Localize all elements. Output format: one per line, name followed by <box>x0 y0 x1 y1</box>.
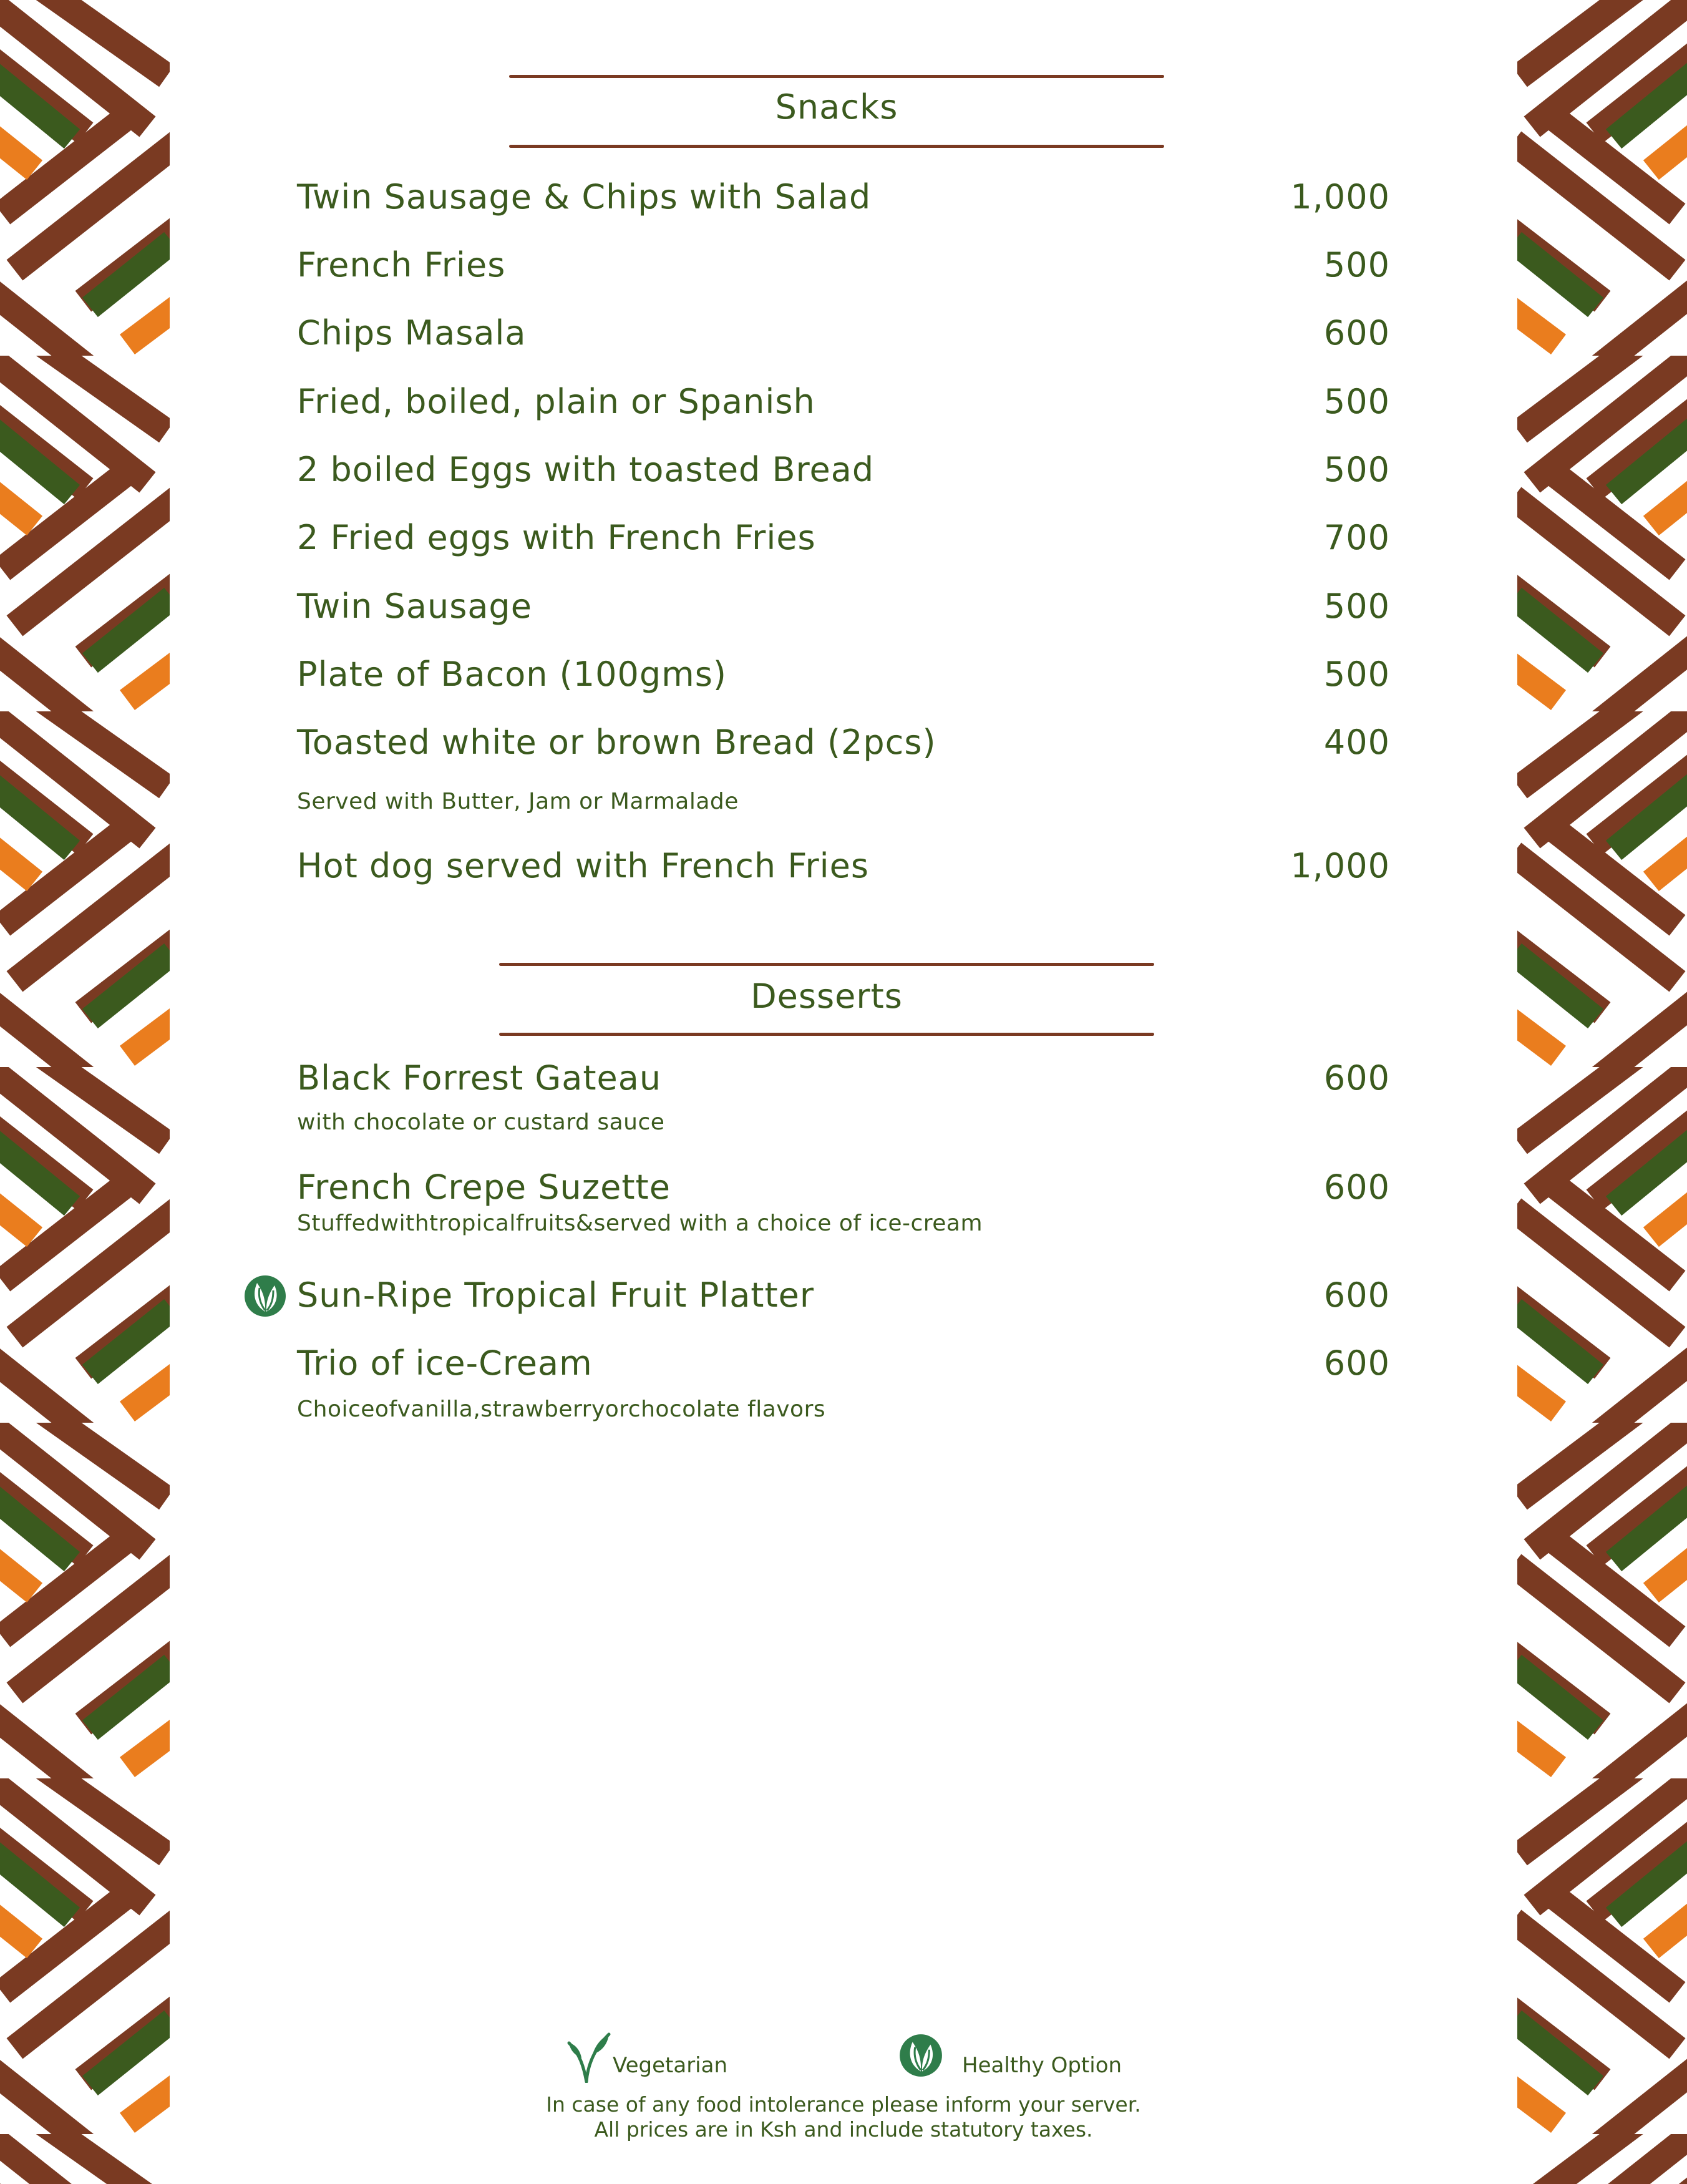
menu-item-name: Toasted white or brown Bread (2pcs) <box>297 723 936 762</box>
menu-item-price: 1,000 <box>1290 177 1390 217</box>
menu-item-name: Black Forrest Gateau <box>297 1058 662 1098</box>
menu-item <box>297 846 1390 896</box>
desserts-top-rule <box>499 963 1154 966</box>
menu-item <box>297 1168 1390 1217</box>
menu-item-price: 1,000 <box>1290 846 1390 885</box>
menu-item <box>297 177 1390 227</box>
menu-item <box>297 1343 1390 1393</box>
menu-item-price: 400 <box>1323 723 1390 762</box>
footer-prices-note: All prices are in Ksh and include statutory taxes. <box>594 2117 1093 2142</box>
menu-item-name: French Fries <box>297 245 506 285</box>
menu-item <box>297 1058 1390 1108</box>
menu-item-name: French Crepe Suzette <box>297 1168 671 1207</box>
snacks-title: Snacks <box>775 87 898 127</box>
vegetarian-sprout-icon <box>563 2029 613 2083</box>
menu-item-price: 600 <box>1323 313 1390 353</box>
desserts-heading <box>499 958 1154 1039</box>
menu-item-note: Stuffedwithtropicalfruits&served with a choice of ice-cream <box>297 1211 983 1236</box>
menu-item-name: Plate of Bacon (100gms) <box>297 655 727 694</box>
menu-item-name: Twin Sausage <box>297 587 532 626</box>
menu-item-name: 2 Fried eggs with French Fries <box>297 518 816 557</box>
menu-item-price: 500 <box>1323 655 1390 694</box>
menu-item-note: Choiceofvanilla,strawberryorchocolate flavors <box>297 1397 826 1422</box>
menu-item <box>297 655 1390 704</box>
menu-item-price: 600 <box>1323 1343 1390 1383</box>
menu-item-name: Sun-Ripe Tropical Fruit Platter <box>297 1275 815 1315</box>
menu-item-note: Served with Butter, Jam or Marmalade <box>297 789 739 814</box>
menu-item-name: 2 boiled Eggs with toasted Bread <box>297 450 875 489</box>
healthy-option-leaf-icon <box>898 2032 943 2079</box>
menu-item-price: 500 <box>1323 245 1390 285</box>
menu-item-name: Trio of ice-Cream <box>297 1343 593 1383</box>
snacks-bottom-rule <box>509 145 1164 148</box>
left-decorative-border <box>0 0 170 2184</box>
menu-item-price: 600 <box>1323 1058 1390 1098</box>
healthy-option-leaf-icon <box>243 1273 287 1319</box>
menu-item <box>297 587 1390 636</box>
menu-item-name: Fried, boiled, plain or Spanish <box>297 382 815 421</box>
footer-intolerance-note: In case of any food intolerance please inform your server. <box>546 2092 1141 2117</box>
menu-item-price: 500 <box>1323 450 1390 489</box>
legend-healthy-label: Healthy Option <box>962 2053 1122 2078</box>
snacks-heading <box>509 70 1164 151</box>
menu-item-name: Chips Masala <box>297 313 527 353</box>
snacks-top-rule <box>509 75 1164 78</box>
menu-item-price: 600 <box>1323 1275 1390 1315</box>
right-decorative-border <box>1517 0 1687 2184</box>
menu-item <box>297 1275 1390 1325</box>
menu-item-price: 600 <box>1323 1168 1390 1207</box>
menu-item <box>297 245 1390 295</box>
menu-item <box>297 518 1390 568</box>
menu-item-price: 500 <box>1323 587 1390 626</box>
desserts-bottom-rule <box>499 1033 1154 1036</box>
legend-vegetarian-label: Vegetarian <box>613 2053 728 2078</box>
menu-item-price: 500 <box>1323 382 1390 421</box>
menu-item-name: Twin Sausage & Chips with Salad <box>297 177 872 217</box>
menu-item-price: 700 <box>1323 518 1390 557</box>
menu-item-name: Hot dog served with French Fries <box>297 846 870 885</box>
menu-item <box>297 382 1390 432</box>
menu-item-note: with chocolate or custard sauce <box>297 1109 665 1135</box>
menu-item <box>297 450 1390 500</box>
menu-item <box>297 723 1390 773</box>
desserts-title: Desserts <box>751 977 903 1016</box>
menu-item <box>297 313 1390 363</box>
